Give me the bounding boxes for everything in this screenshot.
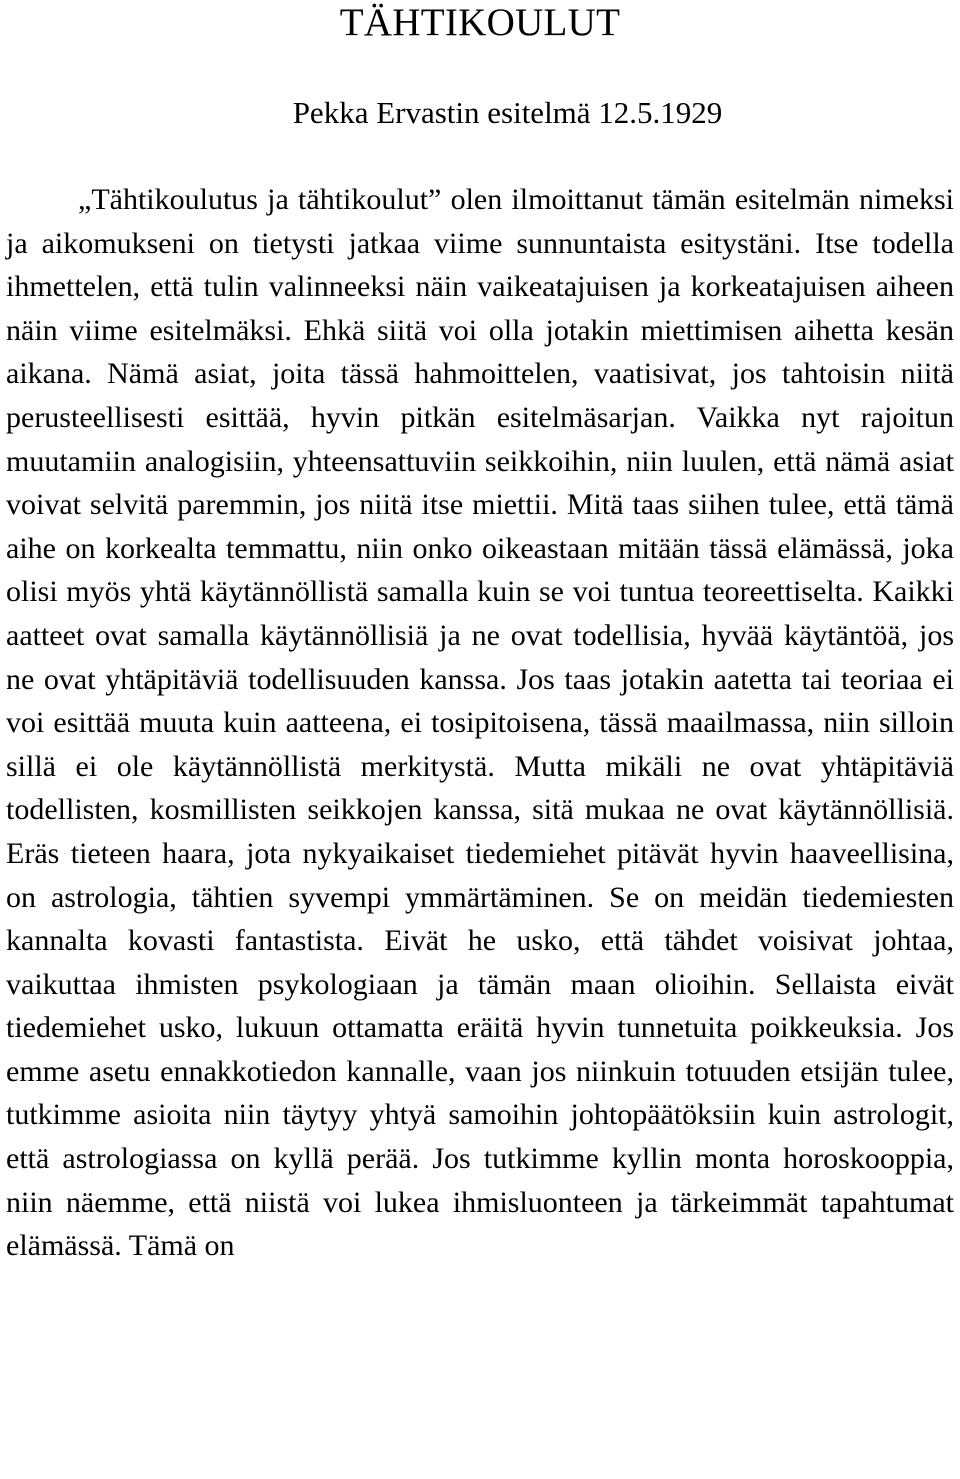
- document-title: TÄHTIKOULUT: [339, 1, 621, 44]
- document-subtitle: Pekka Ervastin esitelmä 12.5.1929: [292, 95, 723, 130]
- body-paragraph: „Tähtikoulutus ja tähtikoulut” olen ilmoittanut tämän esitelmän nimeksi ja aikomukseni on tietysti jatkaa viime sunnuntaista esitystäni. Itse todella ihmettelen, että tulin valinneeksi näin vaikeatajuisen ja korkeatajuisen aiheen näin viime esitelmäksi. Ehkä siitä voi olla jotakin miettimisen aihetta kesän aikana. Nämä asiat, joita tässä hahmoittelen, vaatisivat, jos tahtoisin niitä perusteellisesti esittää, hyvin pitkän esitelmäsarjan. Vaikka nyt rajoitun muutamiin analogisiin, yhteensattuviin seikkoihin, niin luulen, että nämä asiat voivat selvitä paremmin, jos niitä itse miettii. Mitä taas siihen tulee, että tämä aihe on korkealta temmattu, niin onko oikeastaan mitään tässä elämässä, joka olisi myös yhtä käytännöllistä samalla kuin se voi tuntua teoreettiselta. Kaikki aatteet ovat samalla käytännöllisiä ja ne ovat todellisia, hyvää käytäntöä, jos ne ovat yhtäpitäviä todellisuuden kanssa. Jos taas jotakin aatetta tai teoriaa ei voi esittää muuta kuin aatteena, ei tosipitoisena, tässä maailmassa, niin silloin sillä ei ole käytännöllistä merkitystä. Mutta mikäli ne ovat yhtäpitäviä todellisten, kosmillisten seikkojen kanssa, sitä mukaa ne ovat käytännöllisiä. Eräs tieteen haara, jota nykyaikaiset tiedemiehet pitävät hyvin haaveellisina, on astrologia, tähtien syvempi ymmärtäminen. Se on meidän tiedemiesten kannalta kovasti fantastista. Eivät he usko, että tähdet voisivat johtaa, vaikuttaa ihmisten psykologiaan ja tämän maan olioihin. Sellaista eivät tiedemiehet usko, lukuun ottamatta eräitä hyvin tunnetuita poikkeuksia. Jos emme asetu ennakkotiedon kannalle, vaan jos niinkuin totuuden etsijän tulee, tutkimme asioita niin täytyy yhtyä samoihin johtopäätöksiin kuin astrologit, että astrologiassa on kyllä perää. Jos tutkimme kyllin monta horoskooppia, niin näemme, että niistä voi lukea ihmisluonteen ja tärkeimmät tapahtumat elämässä. Tämä on: [6, 183, 954, 1263]
